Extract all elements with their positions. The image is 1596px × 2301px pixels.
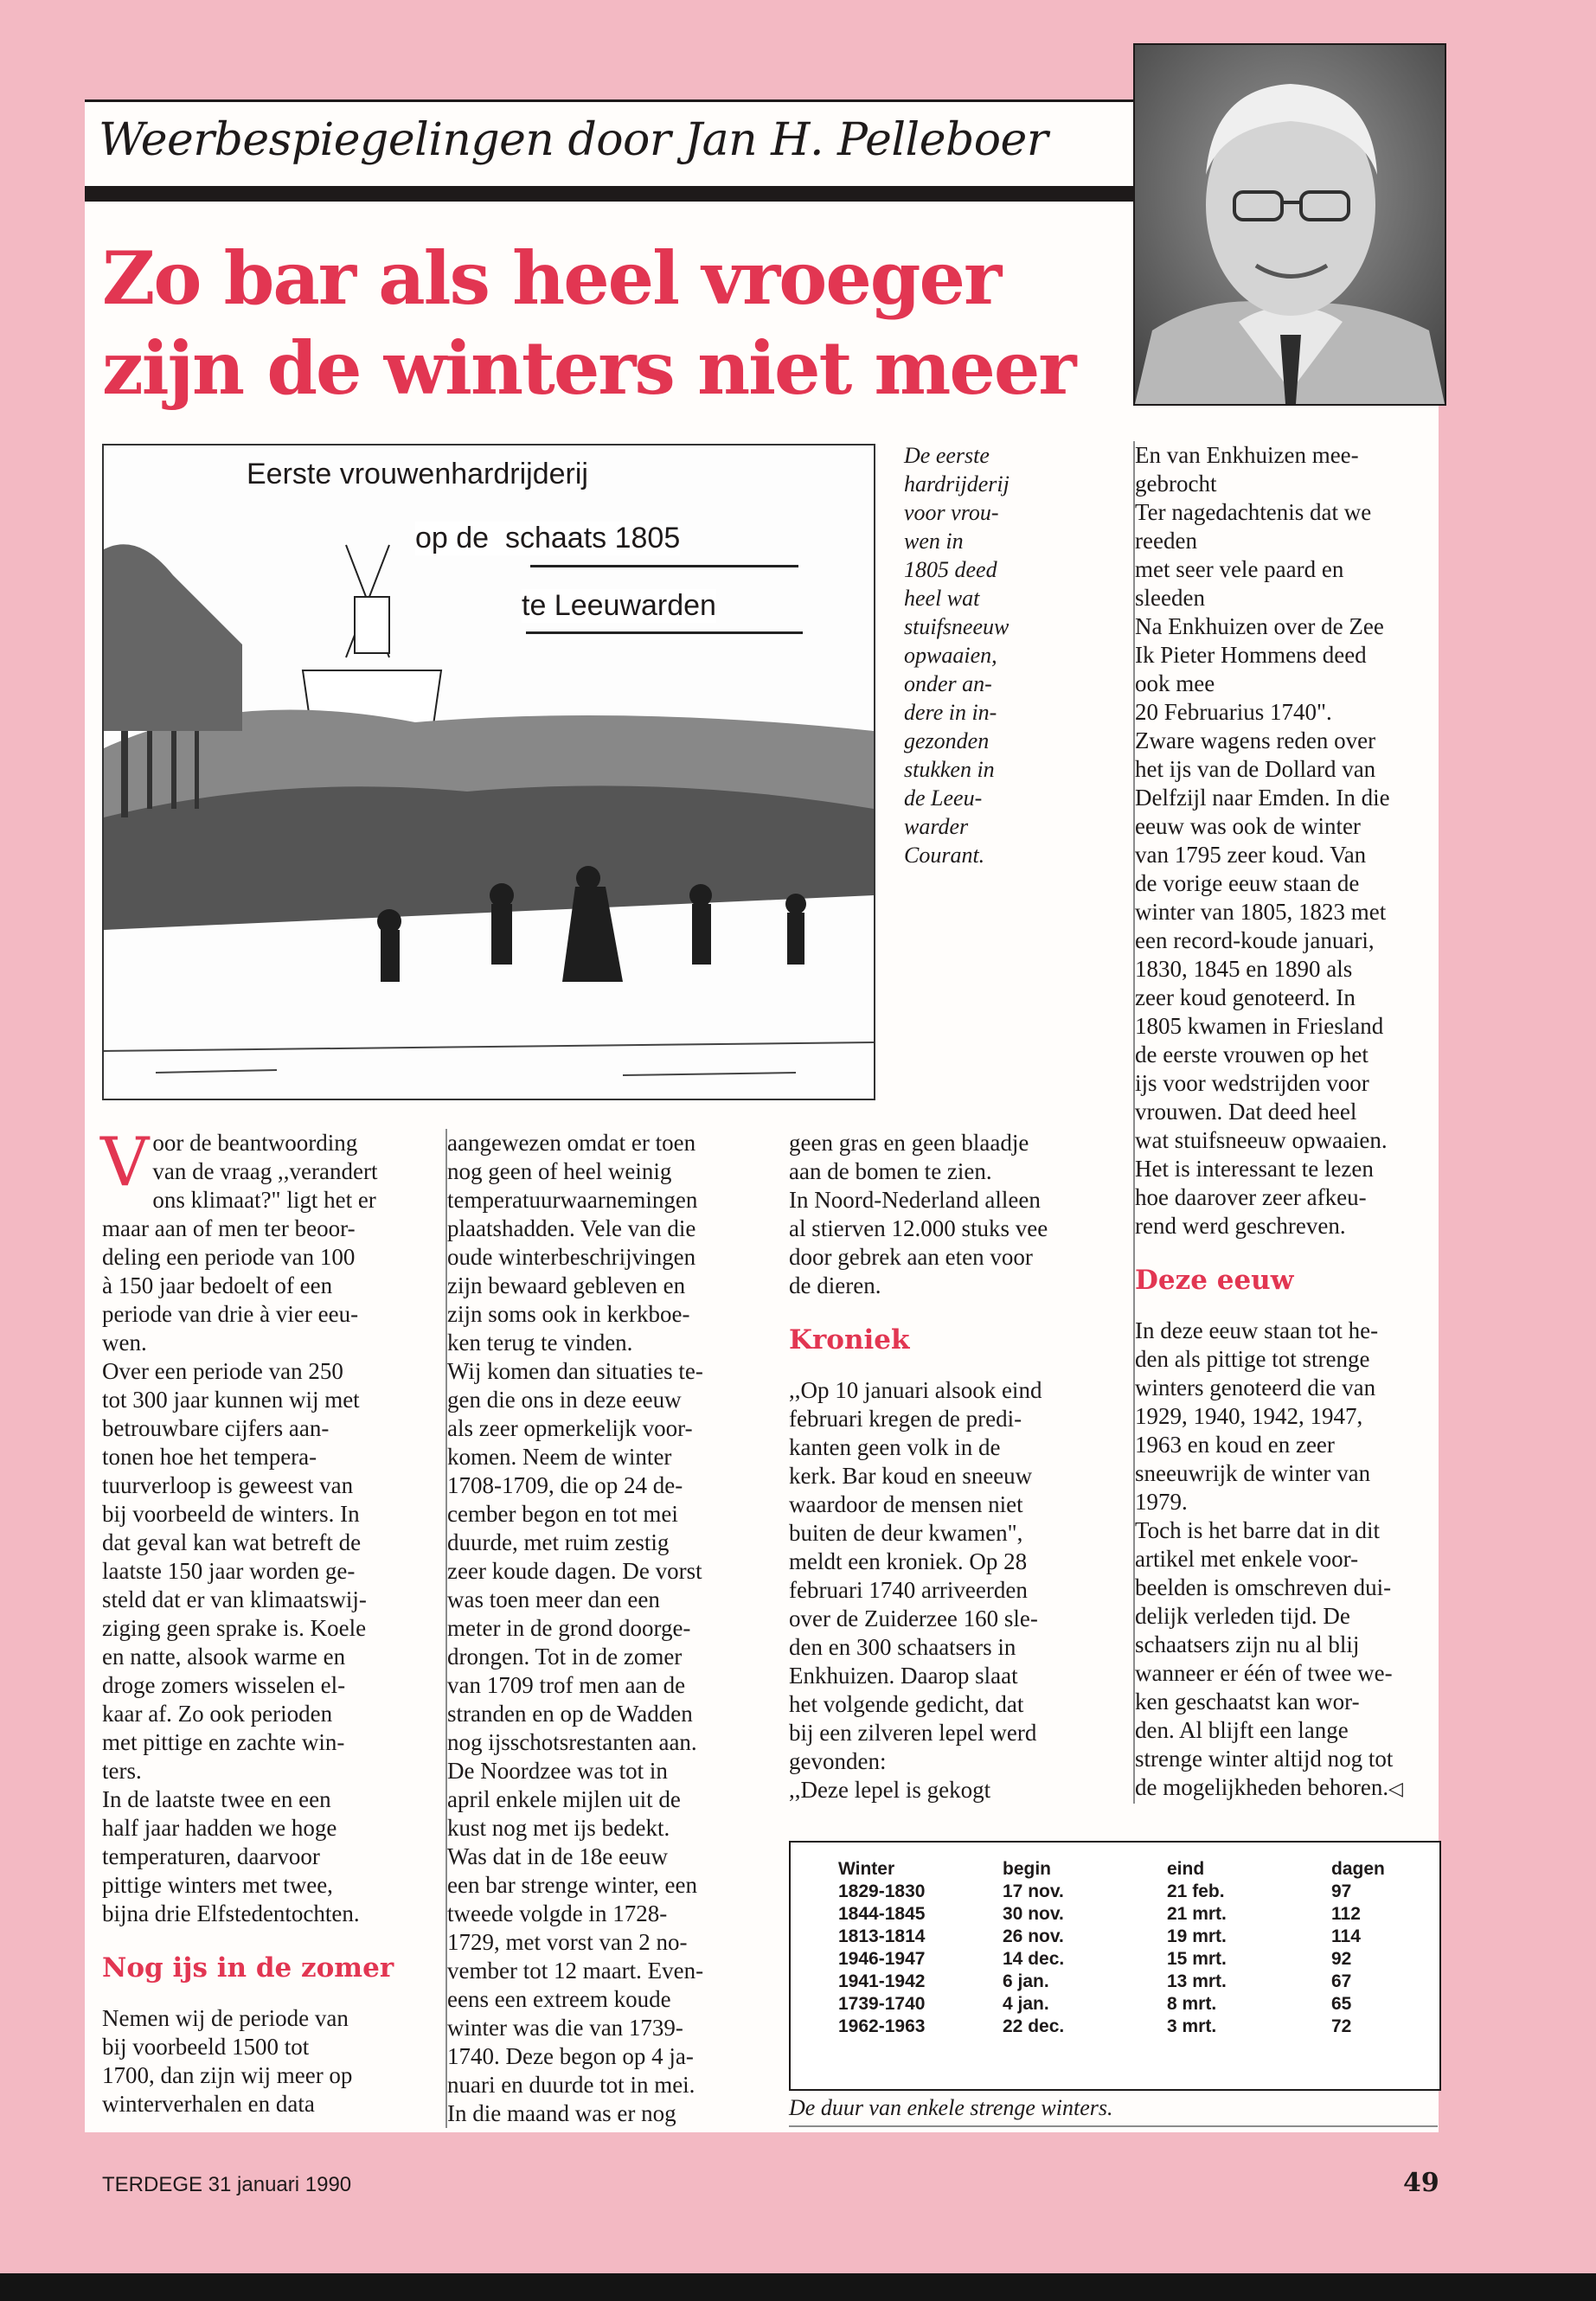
text-line: ook mee xyxy=(1135,670,1215,696)
text-line: ,,Op 10 januari alsook eind xyxy=(789,1377,1042,1403)
caption-line: Courant. xyxy=(904,843,985,868)
table-cell: 1946-1947 xyxy=(838,1949,926,1969)
text-line: strenge winter altijd nog tot xyxy=(1135,1746,1394,1772)
text-line: à 150 jaar bedoelt of een xyxy=(102,1272,333,1298)
text-line: Na Enkhuizen over de Zee xyxy=(1135,613,1384,639)
text-line: 1740. Deze begon op 4 ja- xyxy=(447,2043,694,2069)
table-header-row xyxy=(838,1858,1418,1881)
table-row xyxy=(838,1926,1418,1948)
text-line: Zware wagens reden over xyxy=(1135,727,1376,753)
text-line: nog geen of heel weinig xyxy=(447,1158,672,1184)
text-line: ijs voor wedstrijden voor xyxy=(1135,1070,1369,1096)
illustration-title-line-1: Eerste vrouwenhardrijderij xyxy=(247,458,588,490)
text-line: nog ijsschotsrestanten aan. xyxy=(447,1729,697,1755)
text-line: rend werd geschreven. xyxy=(1135,1213,1346,1239)
text-line: cember begon en tot mei xyxy=(447,1501,678,1527)
text-line: ken terug te vinden. xyxy=(447,1330,633,1356)
table-cell: 1962-1963 xyxy=(838,2016,926,2036)
text-line: Was dat in de 18e eeuw xyxy=(447,1843,668,1869)
text-line: sleeden xyxy=(1135,585,1205,611)
text-line: oor de beantwoording xyxy=(152,1130,358,1156)
text-line: stranden en op de Wadden xyxy=(447,1701,693,1727)
text-line: oude winterbeschrijvingen xyxy=(447,1244,696,1270)
text-line: aan de bomen te zien. xyxy=(789,1158,992,1184)
text-line: winters genoteerd die van xyxy=(1135,1375,1376,1400)
text-line: tuurverloop is geweest van xyxy=(102,1472,354,1498)
table-cell: 17 nov. xyxy=(1003,1881,1064,1901)
text-line: april enkele mijlen uit de xyxy=(447,1786,681,1812)
illustration-caption xyxy=(904,441,1090,869)
text-line: eens een extreem koude xyxy=(447,1986,671,2012)
text-line: schaatsers zijn nu al blij xyxy=(1135,1631,1360,1657)
table-body xyxy=(838,1881,1418,2038)
text-line: deling een periode van 100 xyxy=(102,1244,356,1270)
text-line: aangewezen omdat er toen xyxy=(447,1130,696,1156)
table-cell: 92 xyxy=(1331,1949,1352,1969)
text-line: Ik Pieter Hommens deed xyxy=(1135,642,1367,668)
table-caption-rule xyxy=(789,2125,1438,2127)
table-cell: 30 nov. xyxy=(1003,1904,1064,1924)
text-line: periode van drie à vier eeu- xyxy=(102,1301,359,1327)
table-cell: 22 dec. xyxy=(1003,2016,1065,2036)
text-line: temperaturen, daarvoor xyxy=(102,1843,320,1869)
text-line: ters. xyxy=(102,1758,142,1784)
caption-line: opwaaien, xyxy=(904,643,997,668)
table-cell: 6 jan. xyxy=(1003,1971,1049,1991)
text-line: kerk. Bar koud en sneeuw xyxy=(789,1463,1033,1489)
text-line: kust nog met ijs bedekt. xyxy=(447,1815,670,1841)
illustration-underline-1 xyxy=(530,565,798,567)
subheading-nog-ijs: Nog ijs in de zomer xyxy=(102,1952,394,1984)
text-line: als zeer opmerkelijk voor- xyxy=(447,1415,693,1441)
table-cell: 13 mrt. xyxy=(1167,1971,1227,1991)
winters-table-box xyxy=(789,1841,1441,2091)
col4-body-after xyxy=(1135,1317,1442,1804)
table-header: Winter xyxy=(838,1859,895,1879)
text-line: 1708-1709, die op 24 de- xyxy=(447,1472,683,1498)
subheading-kroniek: Kroniek xyxy=(789,1324,910,1356)
illustration-underline-2 xyxy=(526,631,803,634)
text-line: beelden is omschreven dui- xyxy=(1135,1574,1392,1600)
text-line: half jaar hadden we hoge xyxy=(102,1815,337,1841)
text-line: duurde, met ruim zestig xyxy=(447,1529,670,1555)
text-line: met seer vele paard en xyxy=(1135,556,1344,582)
text-line: vember tot 12 maart. Even- xyxy=(447,1958,704,1984)
table-cell: 26 nov. xyxy=(1003,1926,1064,1946)
author-portrait xyxy=(1133,43,1446,406)
table-row xyxy=(838,1971,1418,1993)
text-line: ziging geen sprake is. Koele xyxy=(102,1615,367,1641)
text-line: Nemen wij de periode van xyxy=(102,2005,349,2031)
col2-body xyxy=(447,1129,750,2128)
text-line: was toen meer dan een xyxy=(447,1586,660,1612)
text-line: geen gras en geen blaadje xyxy=(789,1130,1029,1156)
text-line: de dieren. xyxy=(789,1272,881,1298)
text-line: februari 1740 arriveerden xyxy=(789,1577,1028,1603)
table-cell: 1739-1740 xyxy=(838,1994,926,2014)
subheading-deze-eeuw: Deze eeuw xyxy=(1135,1265,1294,1296)
table-cell: 97 xyxy=(1331,1881,1352,1901)
text-line: winter van 1805, 1823 met xyxy=(1135,899,1387,925)
text-line: wanneer er één of twee we- xyxy=(1135,1660,1393,1686)
table-row xyxy=(838,2016,1418,2038)
text-line: gen die ons in deze eeuw xyxy=(447,1387,682,1413)
table-cell: 14 dec. xyxy=(1003,1949,1065,1969)
text-line: tot 300 jaar kunnen wij met xyxy=(102,1387,360,1413)
text-line: door gebrek aan eten voor xyxy=(789,1244,1033,1270)
text-line: den. Al blijft een lange xyxy=(1135,1717,1349,1743)
text-line: al stierven 12.000 stuks vee xyxy=(789,1215,1048,1241)
text-line: met pittige en zachte win- xyxy=(102,1729,345,1755)
text-line: eeuw was ook de winter xyxy=(1135,813,1361,839)
series-title-bar xyxy=(85,99,1136,189)
table-header: dagen xyxy=(1331,1859,1385,1879)
table-cell: 1829-1830 xyxy=(838,1881,926,1901)
caption-line: hardrijderij xyxy=(904,471,1010,497)
caption-line: stuifsneeuw xyxy=(904,614,1010,639)
text-line: bij voorbeeld 1500 tot xyxy=(102,2034,310,2060)
col3-body xyxy=(789,1129,1096,1300)
text-line: steld dat er van klimaatswij- xyxy=(102,1586,367,1612)
text-line: pittige winters met twee, xyxy=(102,1872,333,1898)
text-line: bij een zilveren lepel werd xyxy=(789,1720,1037,1746)
col3-body-after xyxy=(789,1376,1096,1804)
text-line: In de laatste twee en een xyxy=(102,1786,331,1812)
illustration-title-line-2: op de schaats 1805 xyxy=(415,522,681,554)
text-line: En van Enkhuizen mee- xyxy=(1135,442,1359,468)
text-line: ken geschaatst kan wor- xyxy=(1135,1689,1360,1715)
table-cell: 112 xyxy=(1331,1904,1361,1924)
table-cell: 3 mrt. xyxy=(1167,2016,1217,2036)
text-line: 1929, 1940, 1942, 1947, xyxy=(1135,1403,1363,1429)
text-line: bijna drie Elfstedentochten. xyxy=(102,1900,360,1926)
text-line: winterverhalen en data xyxy=(102,2091,315,2117)
text-line: In deze eeuw staan tot he- xyxy=(1135,1317,1379,1343)
text-line: waardoor de mensen niet xyxy=(789,1491,1023,1517)
scan-edge xyxy=(0,2273,1596,2301)
text-line: Delfzijl naar Emden. In die xyxy=(1135,785,1390,811)
table-cell: 1844-1845 xyxy=(838,1904,926,1924)
caption-line: de Leeu- xyxy=(904,785,983,811)
table-cell: 1941-1942 xyxy=(838,1971,926,1991)
col1-body xyxy=(100,1124,405,1928)
text-line: maar aan of men ter beoor- xyxy=(102,1215,356,1241)
text-line: het volgende gedicht, dat xyxy=(789,1691,1024,1717)
table-cell: 15 mrt. xyxy=(1167,1949,1227,1969)
article-column-1 xyxy=(100,1124,405,2118)
text-line: komen. Neem de winter xyxy=(447,1444,672,1470)
text-line: wat stuifsneeuw opwaaien. xyxy=(1135,1127,1388,1153)
illustration-skating-race xyxy=(102,444,875,1100)
text-line: delijk verleden tijd. De xyxy=(1135,1603,1350,1629)
portrait-image xyxy=(1135,45,1445,404)
col4-body xyxy=(1135,441,1442,1240)
table-header: eind xyxy=(1167,1859,1205,1879)
end-mark-icon: ◁ xyxy=(1388,1779,1404,1800)
headline-line-2: zijn de winters niet meer xyxy=(102,325,1075,411)
text-line: de mogelijkheden behoren.◁ xyxy=(1135,1774,1404,1800)
caption-line: 1805 deed xyxy=(904,557,997,582)
text-line: Toch is het barre dat in dit xyxy=(1135,1517,1381,1543)
text-line: tonen hoe het tempera- xyxy=(102,1444,317,1470)
text-line: van 1795 zeer koud. Van xyxy=(1135,842,1367,868)
text-line: 1979. xyxy=(1135,1489,1188,1515)
text-line: ons klimaat?" ligt het er xyxy=(152,1187,376,1213)
text-line: bij voorbeeld de winters. In xyxy=(102,1501,360,1527)
text-line: meter in de grond doorge- xyxy=(447,1615,691,1641)
winters-table xyxy=(838,1858,1418,2038)
caption-line: dere in in- xyxy=(904,700,997,725)
table-cell: 72 xyxy=(1331,2016,1352,2036)
text-line: een bar strenge winter, een xyxy=(447,1872,698,1898)
text-line: van 1709 trof men aan de xyxy=(447,1672,686,1698)
caption-line: wen in xyxy=(904,529,964,554)
caption-line: gezonden xyxy=(904,728,990,753)
text-line: wen. xyxy=(102,1330,147,1356)
text-line: 20 Februarius 1740". xyxy=(1135,699,1332,725)
text-line: Ter nagedachtenis dat we xyxy=(1135,499,1372,525)
text-line: den en 300 schaatsers in xyxy=(789,1634,1016,1660)
text-line: zijn bewaard gebleven en xyxy=(447,1272,686,1298)
article-column-4 xyxy=(1133,441,1442,1804)
series-title: Weerbespiegelingen door Jan H. Pelleboer xyxy=(99,114,1048,166)
text-line: een record-koude januari, xyxy=(1135,927,1375,953)
text-line: over de Zuiderzee 160 sle- xyxy=(789,1606,1038,1631)
text-line: dat geval kan wat betreft de xyxy=(102,1529,362,1555)
table-cell: 19 mrt. xyxy=(1167,1926,1227,1946)
drop-cap: V xyxy=(100,1124,150,1202)
text-line: kaar af. Zo ook perioden xyxy=(102,1701,333,1727)
text-line: van de vraag ,,verandert xyxy=(152,1158,378,1184)
text-line: laatste 150 jaar worden ge- xyxy=(102,1558,356,1584)
caption-line: warder xyxy=(904,814,969,839)
text-line: reeden xyxy=(1135,528,1197,554)
text-line: de eerste vrouwen op het xyxy=(1135,1042,1368,1067)
text-line: De Noordzee was tot in xyxy=(447,1758,668,1784)
text-line: Het is interessant te lezen xyxy=(1135,1156,1374,1182)
text-line: februari kregen de predi- xyxy=(789,1406,1022,1432)
text-line: nuari en duurde tot in mei. xyxy=(447,2072,695,2098)
text-line: 1700, dan zijn wij meer op xyxy=(102,2062,353,2088)
text-line: gevonden: xyxy=(789,1748,887,1774)
text-line: hoe daarover zeer afkeu- xyxy=(1135,1184,1367,1210)
article-column-2 xyxy=(445,1129,750,2128)
headline-line-1: Zo bar als heel vroeger xyxy=(102,235,1001,321)
table-cell: 8 mrt. xyxy=(1167,1994,1217,2014)
text-line: het ijs van de Dollard van xyxy=(1135,756,1376,782)
table-cell: 1813-1814 xyxy=(838,1926,926,1946)
table-row xyxy=(838,1993,1418,2016)
caption-line: stukken in xyxy=(904,757,995,782)
text-line: plaatshadden. Vele van die xyxy=(447,1215,696,1241)
text-line: 1805 kwamen in Friesland xyxy=(1135,1013,1384,1039)
table-row xyxy=(838,1881,1418,1903)
table-cell: 114 xyxy=(1331,1926,1361,1946)
text-line: artikel met enkele voor- xyxy=(1135,1546,1359,1572)
text-line: In Noord-Nederland alleen xyxy=(789,1187,1041,1213)
text-line: zeer koud genoteerd. In xyxy=(1135,984,1356,1010)
page-number: 49 xyxy=(1403,2168,1439,2198)
text-line: den als pittige tot strenge xyxy=(1135,1346,1370,1372)
caption-line: De eerste xyxy=(904,443,990,468)
text-line: zijn soms ook in kerkboe- xyxy=(447,1301,690,1327)
table-cell: 67 xyxy=(1331,1971,1352,1991)
text-line: betrouwbare cijfers aan- xyxy=(102,1415,330,1441)
text-line: 1729, met vorst van 2 no- xyxy=(447,1929,688,1955)
text-line: Enkhuizen. Daarop slaat xyxy=(789,1663,1018,1689)
text-line: ,,Deze lepel is gekogt xyxy=(789,1777,991,1803)
text-line: droge zomers wisselen el- xyxy=(102,1672,346,1698)
illustration-title-line-3: te Leeuwarden xyxy=(522,589,716,622)
text-line: Over een periode van 250 xyxy=(102,1358,343,1384)
footer-magazine: TERDEGE 31 januari 1990 xyxy=(102,2173,352,2196)
table-caption: De duur van enkele strenge winters. xyxy=(789,2095,1113,2120)
text-line: temperatuurwaarnemingen xyxy=(447,1187,698,1213)
text-line: meldt een kroniek. Op 28 xyxy=(789,1548,1028,1574)
text-line: gebrocht xyxy=(1135,471,1217,497)
text-line: Wij komen dan situaties te- xyxy=(447,1358,703,1384)
text-line: sneeuwrijk de winter van xyxy=(1135,1460,1371,1486)
text-line: en natte, alsook warme en xyxy=(102,1644,346,1670)
text-line: buiten de deur kwamen", xyxy=(789,1520,1023,1546)
table-cell: 21 mrt. xyxy=(1167,1904,1227,1924)
text-line: drongen. Tot in de zomer xyxy=(447,1644,683,1670)
table-row xyxy=(838,1903,1418,1926)
text-line: 1830, 1845 en 1890 als xyxy=(1135,956,1353,982)
text-line: winter was die van 1739- xyxy=(447,2015,683,2041)
text-line: vrouwen. Dat deed heel xyxy=(1135,1099,1357,1125)
series-rule xyxy=(85,186,1136,202)
text-line: 1963 en koud en zeer xyxy=(1135,1432,1335,1458)
text-line: zeer koude dagen. De vorst xyxy=(447,1558,702,1584)
text-line: In die maand was er nog xyxy=(447,2100,676,2126)
text-line: de vorige eeuw staan de xyxy=(1135,870,1360,896)
article-column-3 xyxy=(789,1129,1096,1804)
table-cell: 21 feb. xyxy=(1167,1881,1225,1901)
text-line: kanten geen volk in de xyxy=(789,1434,1001,1460)
caption-line: heel wat xyxy=(904,586,980,611)
table-cell: 65 xyxy=(1331,1994,1352,2014)
table-row xyxy=(838,1948,1418,1971)
text-line: tweede volgde in 1728- xyxy=(447,1900,668,1926)
headline xyxy=(102,234,1106,413)
table-header: begin xyxy=(1003,1859,1051,1879)
caption-line: voor vrou- xyxy=(904,500,999,525)
col1-body-after xyxy=(102,2004,405,2118)
table-cell: 4 jan. xyxy=(1003,1994,1049,2014)
caption-line: onder an- xyxy=(904,671,992,696)
